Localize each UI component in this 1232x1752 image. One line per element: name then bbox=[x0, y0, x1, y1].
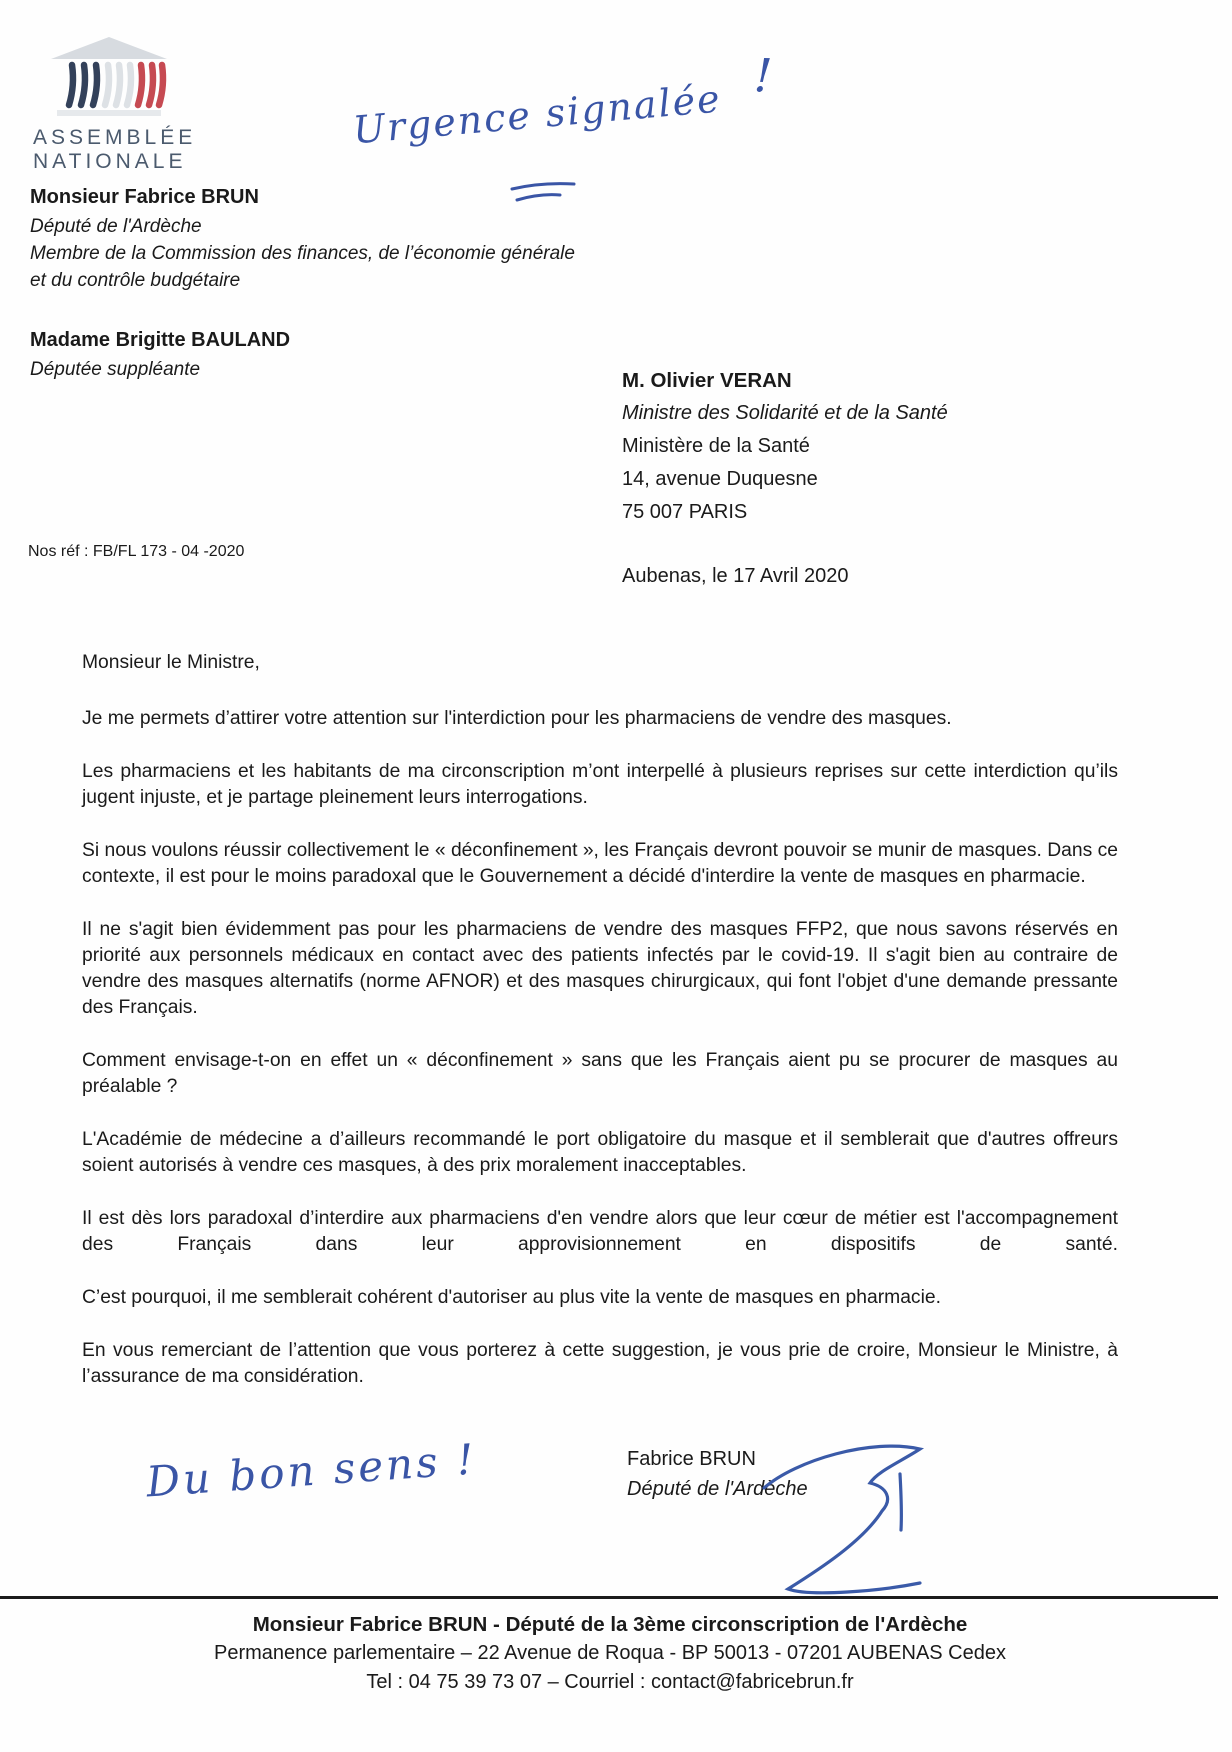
body-paragraph-3: Si nous voulons réussir collectivement le « déconfinement », les Français devront pouvoir se munir de masques. Dans ce contexte, il est pour le moins paradoxal que le Gouvernement a décidé d'interdire la vente de masques en pharmacie. bbox=[82, 840, 1118, 887]
sender-name: Monsieur Fabrice BRUN bbox=[30, 186, 259, 208]
sender-alternate-title: Députée suppléante bbox=[30, 359, 201, 380]
footer-name-line: Monsieur Fabrice BRUN - Député de la 3ème circonscription de l'Ardèche bbox=[252, 1613, 968, 1636]
body-paragraph-4: Il ne s'agit bien évidemment pas pour les pharmaciens de vendre des masques FFP2, que nous savons réservés en priorité aux personnels médicaux en contact avec des patients infectés par le covid-19. Il s'agit bien au contraire de vendre des masques alternatifs (norme AFNOR) et des masques chirurgicaux, qui font l'objet d'une demande pressante des Français. bbox=[82, 919, 1118, 1018]
recipient-org: Ministère de la Santé bbox=[622, 435, 810, 457]
signature-scribble-icon bbox=[750, 1436, 940, 1608]
body-paragraph-1: Je me permets d’attirer votre attention sur l'interdiction pour les pharmaciens de vendre des masques. bbox=[82, 708, 952, 729]
logo-line-2: NATIONALE bbox=[33, 150, 187, 173]
footer-divider bbox=[0, 1596, 1218, 1599]
handwritten-closing-note: Du bon sens ! bbox=[144, 1434, 479, 1507]
logo-wordmark bbox=[33, 126, 196, 174]
signatory-name: Fabrice BRUN bbox=[627, 1448, 756, 1470]
sender-role-line2: et du contrôle budgétaire bbox=[30, 270, 241, 291]
body-paragraph-2: Les pharmaciens et les habitants de ma circonscription m’ont interpellé à plusieurs reprises sur cette interdiction qu’ils jugent injuste, et je partage pleinement leurs interrogations. bbox=[82, 761, 1118, 808]
footer-address-line: Permanence parlementaire – 22 Avenue de Roqua - BP 50013 - 07201 AUBENAS Cedex bbox=[213, 1642, 1006, 1664]
assemblee-nationale-emblem-icon bbox=[45, 34, 173, 122]
handwritten-urgency-text: Urgence signalée bbox=[351, 76, 724, 153]
body-paragraph-6: L'Académie de médecine a d’ailleurs recommandé le port obligatoire du masque et il semblerait que d'autres offreurs soient autorisés à vendre ces masques, à des prix moralement inacceptables. bbox=[82, 1129, 1118, 1176]
footer-contact-line: Tel : 04 75 39 73 07 – Courriel : contact@fabricebrun.fr bbox=[366, 1671, 854, 1693]
body-paragraph-9: En vous remerciant de l’attention que vous porterez à cette suggestion, je vous prie de croire, Monsieur le Ministre, à l’assurance de ma considération. bbox=[82, 1340, 1118, 1387]
body-paragraph-7: Il est dès lors paradoxal d’interdire aux pharmaciens d'en vendre alors que leur cœur de métier est l'accompagnement des Français dans leur approvisionnement en dispositifs de santé. bbox=[82, 1208, 1118, 1255]
sender-role-line1: Membre de la Commission des finances, de l’économie générale bbox=[30, 243, 575, 264]
sender-block bbox=[30, 184, 575, 383]
body-paragraph-8: C’est pourquoi, il me semblerait cohérent d'autoriser au plus vite la vente de masques en pharmacie. bbox=[82, 1287, 941, 1308]
assemblee-nationale-logo bbox=[33, 34, 196, 174]
letter-body bbox=[82, 650, 1118, 1417]
recipient-title: Ministre des Solidarité et de la Santé bbox=[622, 402, 948, 424]
handwritten-urgency-note bbox=[350, 48, 777, 155]
signatory-title: Député de l'Ardèche bbox=[627, 1478, 808, 1500]
salutation: Monsieur le Ministre, bbox=[82, 652, 260, 673]
recipient-name: M. Olivier VERAN bbox=[622, 369, 792, 392]
sender-alternate-name: Madame Brigitte BAULAND bbox=[30, 329, 291, 351]
body-paragraph-5: Comment envisage-t-on en effet un « déconfinement » sans que les Français aient pu se procurer de masques au préalable ? bbox=[82, 1050, 1118, 1097]
recipient-block bbox=[622, 364, 948, 529]
sender-title: Député de l'Ardèche bbox=[30, 216, 202, 237]
footer bbox=[0, 1610, 1220, 1697]
recipient-address-line1: 14, avenue Duquesne bbox=[622, 468, 818, 490]
logo-line-1: ASSEMBLÉE bbox=[33, 126, 197, 149]
reference-number: Nos réf : FB/FL 173 - 04 -2020 bbox=[28, 543, 245, 560]
dateline: Aubenas, le 17 Avril 2020 bbox=[622, 565, 849, 587]
handwritten-exclamation: ! bbox=[752, 48, 775, 103]
recipient-address-line2: 75 007 PARIS bbox=[622, 501, 748, 523]
